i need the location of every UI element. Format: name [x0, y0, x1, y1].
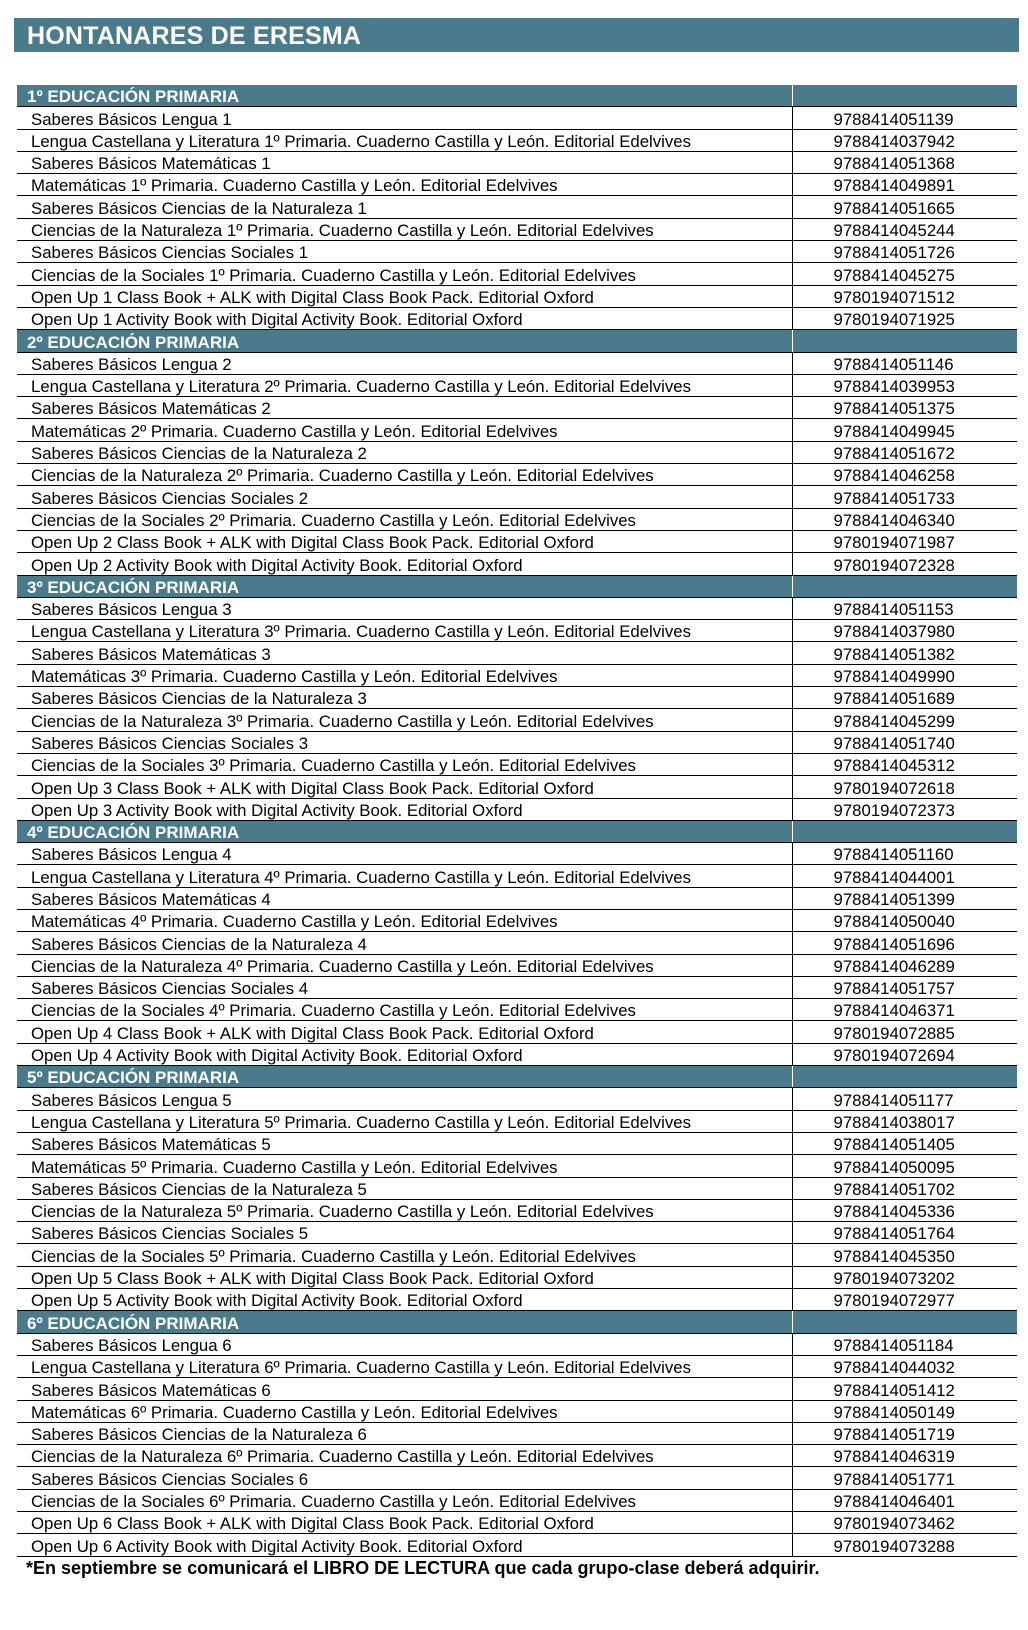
- book-title: Ciencias de la Naturaleza 2º Primaria. Cuaderno Castilla y León. Editorial Edelvives: [17, 464, 792, 486]
- book-isbn: 9788414038017: [792, 1110, 1017, 1132]
- book-isbn: 9780194071512: [792, 285, 1017, 307]
- section-heading-isbn-cell: [792, 575, 1017, 597]
- book-isbn: 9788414046319: [792, 1445, 1017, 1467]
- section-header-row: [17, 575, 1017, 597]
- book-row: [17, 1043, 1017, 1065]
- book-row: [17, 687, 1017, 709]
- book-isbn: 9788414051412: [792, 1378, 1017, 1400]
- book-title: Open Up 1 Class Book + ALK with Digital Class Book Pack. Editorial Oxford: [17, 285, 792, 307]
- book-title: Open Up 1 Activity Book with Digital Activity Book. Editorial Oxford: [17, 307, 792, 329]
- book-row: [17, 1088, 1017, 1110]
- book-isbn: 9788414051757: [792, 976, 1017, 998]
- book-title: Open Up 5 Activity Book with Digital Activity Book. Editorial Oxford: [17, 1289, 792, 1311]
- book-title: Saberes Básicos Matemáticas 5: [17, 1132, 792, 1154]
- section-heading-isbn-cell: [792, 1066, 1017, 1088]
- book-isbn: 9788414051764: [792, 1222, 1017, 1244]
- book-isbn: 9788414051733: [792, 486, 1017, 508]
- book-row: [17, 865, 1017, 887]
- book-title: Open Up 4 Class Book + ALK with Digital Class Book Pack. Editorial Oxford: [17, 1021, 792, 1043]
- book-isbn: 9780194072694: [792, 1043, 1017, 1065]
- book-row: [17, 1222, 1017, 1244]
- book-isbn: 9788414045275: [792, 263, 1017, 285]
- book-isbn: 9788414046371: [792, 999, 1017, 1021]
- book-row: [17, 1422, 1017, 1444]
- book-row: [17, 999, 1017, 1021]
- section-heading-isbn-cell: [792, 1311, 1017, 1333]
- book-isbn: 9788414051184: [792, 1333, 1017, 1355]
- book-row: [17, 441, 1017, 463]
- book-title: Open Up 6 Activity Book with Digital Activity Book. Editorial Oxford: [17, 1534, 792, 1556]
- book-row: [17, 731, 1017, 753]
- book-row: [17, 1110, 1017, 1132]
- book-isbn: 9788414046289: [792, 954, 1017, 976]
- book-isbn: 9788414051368: [792, 151, 1017, 173]
- book-title: Open Up 3 Activity Book with Digital Activity Book. Editorial Oxford: [17, 798, 792, 820]
- book-row: [17, 1355, 1017, 1377]
- book-isbn: 9780194071987: [792, 530, 1017, 552]
- book-isbn: 9788414046340: [792, 508, 1017, 530]
- book-row: [17, 1021, 1017, 1043]
- book-isbn: 9788414046258: [792, 464, 1017, 486]
- section-heading: 3º EDUCACIÓN PRIMARIA: [17, 575, 792, 597]
- book-row: [17, 887, 1017, 909]
- book-row: [17, 263, 1017, 285]
- book-isbn: 9788414051160: [792, 843, 1017, 865]
- book-row: [17, 107, 1017, 129]
- book-row: [17, 798, 1017, 820]
- book-row: [17, 352, 1017, 374]
- book-title: Ciencias de la Sociales 3º Primaria. Cuaderno Castilla y León. Editorial Edelvives: [17, 753, 792, 775]
- book-row: [17, 709, 1017, 731]
- section-heading-isbn-cell: [792, 85, 1017, 107]
- book-isbn: 9788414045350: [792, 1244, 1017, 1266]
- book-title: Lengua Castellana y Literatura 4º Primaria. Cuaderno Castilla y León. Editorial Edelvives: [17, 865, 792, 887]
- book-title: Saberes Básicos Lengua 5: [17, 1088, 792, 1110]
- book-title: Saberes Básicos Lengua 2: [17, 352, 792, 374]
- book-isbn: 9788414051696: [792, 932, 1017, 954]
- book-title: Saberes Básicos Ciencias Sociales 6: [17, 1467, 792, 1489]
- book-row: [17, 776, 1017, 798]
- book-title: Matemáticas 6º Primaria. Cuaderno Castilla y León. Editorial Edelvives: [17, 1400, 792, 1422]
- book-isbn: 9788414045299: [792, 709, 1017, 731]
- book-row: [17, 1489, 1017, 1511]
- book-title: Lengua Castellana y Literatura 1º Primaria. Cuaderno Castilla y León. Editorial Edelvives: [17, 129, 792, 151]
- book-isbn: 9788414037942: [792, 129, 1017, 151]
- book-title: Lengua Castellana y Literatura 6º Primaria. Cuaderno Castilla y León. Editorial Edelvives: [17, 1355, 792, 1377]
- book-row: [17, 954, 1017, 976]
- section-heading-isbn-cell: [792, 820, 1017, 842]
- book-row: [17, 241, 1017, 263]
- book-isbn: 9788414049945: [792, 419, 1017, 441]
- book-row: [17, 642, 1017, 664]
- book-list-table: [17, 85, 1017, 1557]
- book-isbn: 9788414049990: [792, 664, 1017, 686]
- book-row: [17, 419, 1017, 441]
- book-isbn: 9788414051740: [792, 731, 1017, 753]
- book-title: Saberes Básicos Lengua 6: [17, 1333, 792, 1355]
- book-isbn: 9788414049891: [792, 174, 1017, 196]
- book-row: [17, 196, 1017, 218]
- book-row: [17, 464, 1017, 486]
- book-title: Saberes Básicos Matemáticas 3: [17, 642, 792, 664]
- book-isbn: 9780194071925: [792, 307, 1017, 329]
- book-title: Saberes Básicos Ciencias Sociales 3: [17, 731, 792, 753]
- book-isbn: 9788414051405: [792, 1132, 1017, 1154]
- book-row: [17, 597, 1017, 619]
- book-title: Saberes Básicos Matemáticas 6: [17, 1378, 792, 1400]
- book-isbn: 9780194072373: [792, 798, 1017, 820]
- book-isbn: 9788414051719: [792, 1422, 1017, 1444]
- book-list-body: [17, 85, 1017, 1556]
- book-row: [17, 174, 1017, 196]
- book-isbn: 9788414051146: [792, 352, 1017, 374]
- book-row: [17, 397, 1017, 419]
- book-isbn: 9788414051672: [792, 441, 1017, 463]
- book-title: Ciencias de la Sociales 5º Primaria. Cuaderno Castilla y León. Editorial Edelvives: [17, 1244, 792, 1266]
- book-title: Open Up 2 Class Book + ALK with Digital Class Book Pack. Editorial Oxford: [17, 530, 792, 552]
- book-row: [17, 530, 1017, 552]
- book-isbn: 9780194072977: [792, 1289, 1017, 1311]
- section-heading-isbn-cell: [792, 330, 1017, 352]
- book-isbn: 9788414045312: [792, 753, 1017, 775]
- book-isbn: 9788414050149: [792, 1400, 1017, 1422]
- book-title: Saberes Básicos Matemáticas 1: [17, 151, 792, 173]
- book-isbn: 9780194073202: [792, 1266, 1017, 1288]
- book-row: [17, 486, 1017, 508]
- book-row: [17, 909, 1017, 931]
- section-heading: 2º EDUCACIÓN PRIMARIA: [17, 330, 792, 352]
- book-isbn: 9788414051399: [792, 887, 1017, 909]
- section-header-row: [17, 1066, 1017, 1088]
- section-heading: 6º EDUCACIÓN PRIMARIA: [17, 1311, 792, 1333]
- book-title: Saberes Básicos Ciencias Sociales 2: [17, 486, 792, 508]
- book-isbn: 9788414051177: [792, 1088, 1017, 1110]
- book-title: Saberes Básicos Ciencias Sociales 5: [17, 1222, 792, 1244]
- book-row: [17, 1244, 1017, 1266]
- book-title: Saberes Básicos Ciencias Sociales 1: [17, 241, 792, 263]
- book-isbn: 9788414051382: [792, 642, 1017, 664]
- book-title: Lengua Castellana y Literatura 5º Primaria. Cuaderno Castilla y León. Editorial Edelvives: [17, 1110, 792, 1132]
- book-isbn: 9788414051153: [792, 597, 1017, 619]
- book-row: [17, 374, 1017, 396]
- book-row: [17, 285, 1017, 307]
- book-row: [17, 932, 1017, 954]
- book-title: Lengua Castellana y Literatura 3º Primaria. Cuaderno Castilla y León. Editorial Edelvives: [17, 620, 792, 642]
- book-isbn: 9788414050040: [792, 909, 1017, 931]
- book-title: Ciencias de la Naturaleza 3º Primaria. Cuaderno Castilla y León. Editorial Edelvives: [17, 709, 792, 731]
- book-title: Ciencias de la Sociales 4º Primaria. Cuaderno Castilla y León. Editorial Edelvives: [17, 999, 792, 1021]
- book-isbn: 9788414051702: [792, 1177, 1017, 1199]
- book-row: [17, 1266, 1017, 1288]
- book-isbn: 9788414051139: [792, 107, 1017, 129]
- book-title: Open Up 4 Activity Book with Digital Activity Book. Editorial Oxford: [17, 1043, 792, 1065]
- book-isbn: 9780194072328: [792, 553, 1017, 575]
- section-heading: 4º EDUCACIÓN PRIMARIA: [17, 820, 792, 842]
- book-title: Saberes Básicos Matemáticas 2: [17, 397, 792, 419]
- book-title: Ciencias de la Naturaleza 6º Primaria. Cuaderno Castilla y León. Editorial Edelvives: [17, 1445, 792, 1467]
- book-title: Ciencias de la Sociales 2º Primaria. Cuaderno Castilla y León. Editorial Edelvives: [17, 508, 792, 530]
- book-row: [17, 1512, 1017, 1534]
- book-title: Saberes Básicos Ciencias de la Naturaleza 5: [17, 1177, 792, 1199]
- book-title: Matemáticas 1º Primaria. Cuaderno Castilla y León. Editorial Edelvives: [17, 174, 792, 196]
- book-row: [17, 1155, 1017, 1177]
- book-isbn: 9788414037980: [792, 620, 1017, 642]
- book-row: [17, 508, 1017, 530]
- section-header-row: [17, 330, 1017, 352]
- book-row: [17, 129, 1017, 151]
- book-row: [17, 1400, 1017, 1422]
- book-title: Open Up 3 Class Book + ALK with Digital Class Book Pack. Editorial Oxford: [17, 776, 792, 798]
- book-title: Lengua Castellana y Literatura 2º Primaria. Cuaderno Castilla y León. Editorial Edelvives: [17, 374, 792, 396]
- book-title: Matemáticas 2º Primaria. Cuaderno Castilla y León. Editorial Edelvives: [17, 419, 792, 441]
- book-title: Saberes Básicos Lengua 3: [17, 597, 792, 619]
- book-title: Ciencias de la Naturaleza 5º Primaria. Cuaderno Castilla y León. Editorial Edelvives: [17, 1199, 792, 1221]
- book-title: Saberes Básicos Ciencias de la Naturaleza 2: [17, 441, 792, 463]
- book-title: Open Up 2 Activity Book with Digital Activity Book. Editorial Oxford: [17, 553, 792, 575]
- book-title: Ciencias de la Sociales 6º Primaria. Cuaderno Castilla y León. Editorial Edelvives: [17, 1489, 792, 1511]
- book-title: Matemáticas 4º Primaria. Cuaderno Castilla y León. Editorial Edelvives: [17, 909, 792, 931]
- book-title: Saberes Básicos Lengua 1: [17, 107, 792, 129]
- book-title: Saberes Básicos Lengua 4: [17, 843, 792, 865]
- book-title: Ciencias de la Sociales 1º Primaria. Cuaderno Castilla y León. Editorial Edelvives: [17, 263, 792, 285]
- section-header-row: [17, 85, 1017, 107]
- section-heading: 5º EDUCACIÓN PRIMARIA: [17, 1066, 792, 1088]
- book-isbn: 9788414051375: [792, 397, 1017, 419]
- book-isbn: 9788414050095: [792, 1155, 1017, 1177]
- book-row: [17, 1199, 1017, 1221]
- book-isbn: 9788414045244: [792, 218, 1017, 240]
- page-title: HONTANARES DE ERESMA: [14, 18, 1019, 52]
- book-isbn: 9780194072885: [792, 1021, 1017, 1043]
- section-header-row: [17, 1311, 1017, 1333]
- book-row: [17, 1132, 1017, 1154]
- book-title: Matemáticas 3º Primaria. Cuaderno Castilla y León. Editorial Edelvives: [17, 664, 792, 686]
- book-isbn: 9788414051771: [792, 1467, 1017, 1489]
- book-row: [17, 1333, 1017, 1355]
- book-isbn: 9788414051665: [792, 196, 1017, 218]
- book-isbn: 9788414039953: [792, 374, 1017, 396]
- book-title: Matemáticas 5º Primaria. Cuaderno Castilla y León. Editorial Edelvives: [17, 1155, 792, 1177]
- book-row: [17, 1177, 1017, 1199]
- book-isbn: 9788414044032: [792, 1355, 1017, 1377]
- book-row: [17, 620, 1017, 642]
- book-title: Saberes Básicos Ciencias de la Naturaleza 6: [17, 1422, 792, 1444]
- book-row: [17, 753, 1017, 775]
- book-title: Saberes Básicos Ciencias de la Naturaleza 3: [17, 687, 792, 709]
- book-row: [17, 843, 1017, 865]
- book-row: [17, 1289, 1017, 1311]
- book-isbn: 9788414044001: [792, 865, 1017, 887]
- book-title: Open Up 5 Class Book + ALK with Digital Class Book Pack. Editorial Oxford: [17, 1266, 792, 1288]
- book-row: [17, 151, 1017, 173]
- footnote: *En septiembre se comunicará el LIBRO DE LECTURA que cada grupo-clase deberá adquirir.: [26, 1558, 820, 1578]
- book-isbn: 9780194073462: [792, 1512, 1017, 1534]
- book-isbn: 9780194073288: [792, 1534, 1017, 1556]
- book-row: [17, 1445, 1017, 1467]
- book-isbn: 9780194072618: [792, 776, 1017, 798]
- book-title: Saberes Básicos Ciencias de la Naturaleza 1: [17, 196, 792, 218]
- section-header-row: [17, 820, 1017, 842]
- book-title: Saberes Básicos Ciencias de la Naturaleza 4: [17, 932, 792, 954]
- book-isbn: 9788414051726: [792, 241, 1017, 263]
- book-isbn: 9788414051689: [792, 687, 1017, 709]
- book-title: Saberes Básicos Matemáticas 4: [17, 887, 792, 909]
- book-row: [17, 1467, 1017, 1489]
- book-isbn: 9788414046401: [792, 1489, 1017, 1511]
- book-row: [17, 553, 1017, 575]
- book-title: Ciencias de la Naturaleza 4º Primaria. Cuaderno Castilla y León. Editorial Edelvives: [17, 954, 792, 976]
- book-row: [17, 976, 1017, 998]
- book-row: [17, 1378, 1017, 1400]
- section-heading: 1º EDUCACIÓN PRIMARIA: [17, 85, 792, 107]
- book-row: [17, 218, 1017, 240]
- book-isbn: 9788414045336: [792, 1199, 1017, 1221]
- book-row: [17, 664, 1017, 686]
- book-title: Open Up 6 Class Book + ALK with Digital Class Book Pack. Editorial Oxford: [17, 1512, 792, 1534]
- book-row: [17, 1534, 1017, 1556]
- book-title: Ciencias de la Naturaleza 1º Primaria. Cuaderno Castilla y León. Editorial Edelvives: [17, 218, 792, 240]
- book-title: Saberes Básicos Ciencias Sociales 4: [17, 976, 792, 998]
- book-row: [17, 307, 1017, 329]
